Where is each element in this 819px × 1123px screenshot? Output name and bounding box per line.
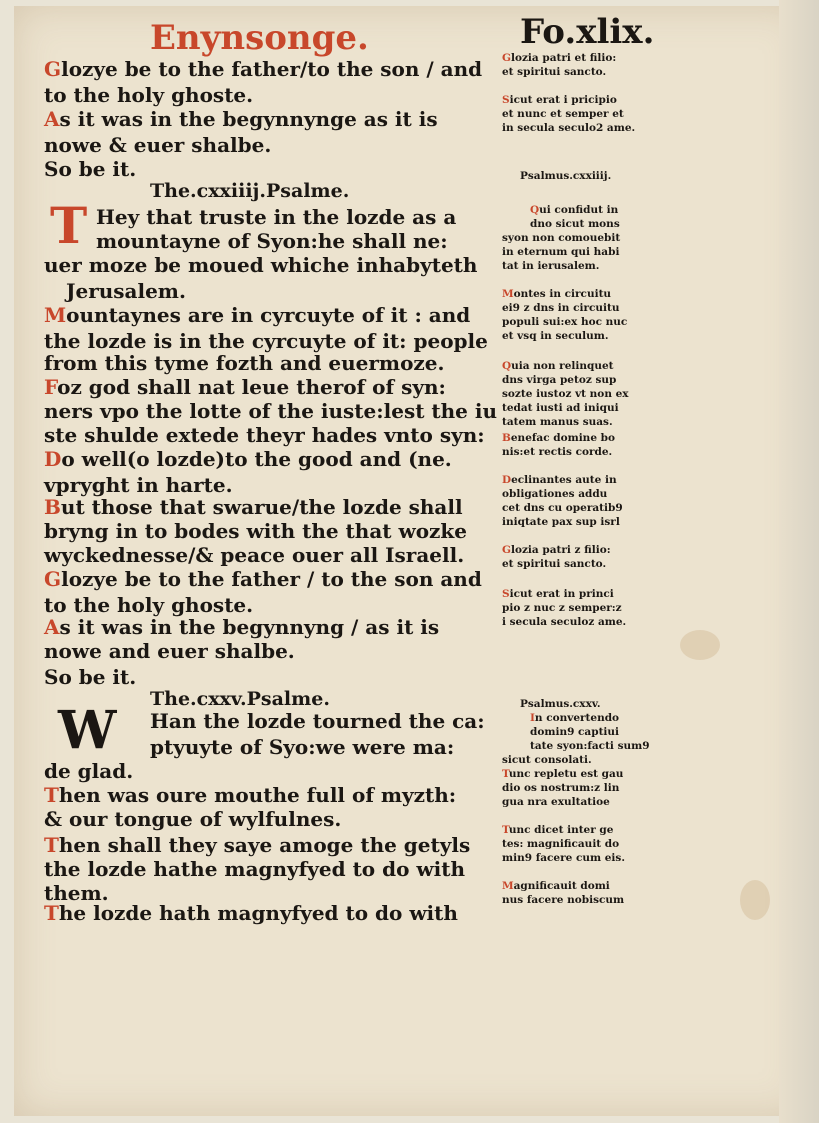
psalm-heading [520, 170, 611, 182]
line-text: o well(o lozde)to the good and (ne. [61, 447, 452, 471]
text-line [44, 376, 446, 398]
line-text: The.cxxiiij.Psalme. [150, 180, 350, 202]
paper-stain [680, 630, 720, 660]
rubric-initial: I [530, 712, 535, 724]
text-line [502, 754, 592, 766]
rubric-initial: G [44, 57, 62, 81]
rubric-initial: T [44, 901, 59, 925]
page-edge [779, 0, 819, 1123]
text-line [502, 474, 617, 486]
line-text: oz god shall nat leue therof of syn: [57, 375, 446, 399]
text-line [502, 782, 619, 794]
text-line [502, 602, 622, 614]
text-line [44, 352, 444, 374]
line-text: nis:et rectis corde. [502, 446, 613, 458]
text-line [44, 158, 136, 180]
text-line [502, 388, 629, 400]
text-line [44, 520, 467, 542]
rubric-initial: A [44, 107, 60, 131]
line-text: ptyuyte of Syo:we were ma: [150, 735, 455, 759]
line-text: the lozde hathe magnyfyed to do with [44, 857, 465, 881]
line-text: tat in ierusalem. [502, 260, 600, 272]
text-line [502, 838, 619, 850]
line-text: sicut consolati. [502, 754, 592, 766]
line-text: Hey that truste in the lozde as a [96, 205, 457, 229]
line-text: iniqtate pax sup isrl [502, 516, 620, 528]
text-line [44, 58, 482, 80]
text-line [44, 594, 253, 616]
line-text: the lozde is in the cyrcuyte of it: people [44, 329, 488, 353]
text-line [502, 488, 607, 500]
text-line [502, 316, 627, 328]
text-line [502, 432, 615, 444]
line-text: populi sui:ex hoc nuc [502, 316, 628, 328]
line-text: he lozde hath magnyfyed to do with [58, 901, 458, 925]
rubric-initial: S [502, 588, 510, 600]
line-text: pio z nuc z semper:z [502, 602, 622, 614]
rubric-initial: D [502, 474, 512, 486]
line-text: ut those that swarue/the lozde shall [60, 495, 463, 519]
text-line [530, 218, 620, 230]
text-line [502, 894, 624, 906]
line-text: vpryght in harte. [44, 473, 233, 497]
text-line [44, 496, 463, 518]
line-text: agnificauit domi [513, 880, 610, 892]
rubric-initial: Q [530, 204, 540, 216]
rubric-initial: M [502, 288, 514, 300]
line-text: eclinantes aute in [511, 474, 617, 486]
text-line [150, 736, 454, 758]
rubric-initial: D [44, 447, 62, 471]
text-line [44, 424, 485, 446]
text-line [502, 544, 611, 556]
line-text: ei9 z dns in circuitu [502, 302, 620, 314]
rubric-initial: F [44, 375, 58, 399]
line-text: unc dicet inter ge [508, 824, 614, 836]
rubric-initial: T [502, 768, 509, 780]
text-line [502, 616, 626, 628]
line-text: nowe & euer shalbe. [44, 133, 272, 157]
line-text: ners vpo the lotte of the iuste:lest the iu [44, 399, 498, 423]
rubric-initial: T [44, 833, 59, 857]
psalm-heading [150, 180, 349, 202]
line-text: ste shulde extede theyr hades vnto syn: [44, 423, 485, 447]
line-text: So be it. [44, 157, 137, 181]
rubric-initial: G [502, 52, 511, 64]
line-text: s it was in the begynnyng / as it is [59, 615, 440, 639]
line-text: i secula seculoz ame. [502, 616, 627, 628]
text-line [44, 108, 438, 130]
text-line [96, 230, 448, 252]
rubric-initial: A [44, 615, 60, 639]
line-text: lozia patri z filio: [510, 544, 611, 556]
rubric-initial: Q [502, 360, 512, 372]
line-text: lozye be to the father / to the son and [61, 567, 482, 591]
line-text: et spiritui sancto. [502, 66, 607, 78]
text-line [502, 360, 614, 372]
text-line [44, 304, 470, 326]
line-text: from this tyme fozth and euermoze. [44, 351, 445, 375]
text-line [502, 502, 623, 514]
line-text: bryng in to bodes with the that wozke [44, 519, 467, 543]
line-text: nus facere nobiscum [502, 894, 625, 906]
text-line [44, 254, 477, 276]
text-line [44, 544, 464, 566]
line-text: in eternum qui habi [502, 246, 620, 258]
text-line [502, 94, 617, 106]
text-line [502, 446, 612, 458]
text-line [44, 808, 341, 830]
line-text: min9 facere cum eis. [502, 852, 625, 864]
rubric-initial: G [502, 544, 511, 556]
text-line [44, 902, 458, 924]
text-line [44, 616, 439, 638]
line-text: icut erat in princi [509, 588, 614, 600]
text-line [502, 374, 616, 386]
text-line [502, 880, 610, 892]
text-line [502, 852, 625, 864]
text-line [530, 740, 650, 752]
line-text: hen was oure mouthe full of myzth: [58, 783, 457, 807]
line-text: Psalmus.cxxv. [520, 698, 601, 710]
line-text: Psalmus.cxxiiij. [520, 170, 612, 182]
text-line [44, 448, 452, 470]
line-text: enefac domine bo [510, 432, 615, 444]
text-line [502, 288, 611, 300]
running-head: Enynsonge. [150, 18, 369, 58]
line-text: lozye be to the father/to the son / and [61, 57, 483, 81]
line-text: n convertendo [534, 712, 620, 724]
text-line [502, 416, 613, 428]
line-text: tes: magnificauit do [502, 838, 620, 850]
line-text: dno sicut mons [530, 218, 620, 230]
text-line [44, 858, 465, 880]
text-line [502, 516, 620, 528]
line-text: sozte iustoz vt non ex [502, 388, 629, 400]
text-line [502, 108, 624, 120]
line-text: syon non comouebit [502, 232, 621, 244]
line-text: Jerusalem. [66, 279, 186, 303]
paper-stain [740, 880, 770, 920]
rubric-initial: G [44, 567, 62, 591]
text-line [530, 712, 619, 724]
line-text: in secula seculo2 ame. [502, 122, 636, 134]
line-text: s it was in the begynnynge as it is [59, 107, 438, 131]
line-text: Han the lozde tourned the ca: [150, 709, 485, 733]
text-line [502, 122, 635, 134]
line-text: et nunc et semper et [502, 108, 624, 120]
line-text: nowe and euer shalbe. [44, 639, 295, 663]
text-line [44, 666, 136, 688]
text-line [502, 824, 613, 836]
psalm-heading [520, 698, 601, 710]
text-line [44, 330, 488, 352]
rubric-initial: T [502, 824, 509, 836]
line-text: uer moze be moued whiche inhabyteth [44, 253, 478, 277]
text-line [44, 400, 497, 422]
line-text: icut erat i pricipio [509, 94, 617, 106]
text-line [502, 260, 599, 272]
line-text: tate syon:facti sum9 [530, 740, 650, 752]
rubric-initial: S [502, 94, 510, 106]
text-line [150, 710, 485, 732]
line-text: obligationes addu [502, 488, 608, 500]
line-text: & our tongue of wylfulnes. [44, 807, 342, 831]
decorated-initial: T [50, 196, 88, 255]
line-text: unc repletu est gau [508, 768, 624, 780]
text-line [502, 796, 610, 808]
text-line [96, 206, 456, 228]
line-text: lozia patri et filio: [510, 52, 617, 64]
text-line [502, 768, 623, 780]
rubric-initial: M [502, 880, 514, 892]
text-line [44, 134, 271, 156]
line-text: wyckednesse/& peace ouer all Israell. [44, 543, 465, 567]
line-text: The.cxxv.Psalme. [150, 688, 330, 710]
line-text: tatem manus suas. [502, 416, 613, 428]
text-line [502, 232, 620, 244]
text-line [44, 474, 233, 496]
line-text: to the holy ghoste. [44, 593, 254, 617]
line-text: ui confidut in [539, 204, 619, 216]
rubric-initial: M [44, 303, 67, 327]
text-line [502, 402, 619, 414]
text-line [44, 640, 295, 662]
text-line [502, 302, 619, 314]
text-line [44, 834, 470, 856]
line-text: to the holy ghoste. [44, 83, 254, 107]
line-text: dio os nostrum:z lin [502, 782, 620, 794]
text-line [44, 760, 133, 782]
text-line [44, 784, 456, 806]
rubric-initial: B [44, 495, 61, 519]
line-text: mountayne of Syon:he shall ne: [96, 229, 448, 253]
line-text: So be it. [44, 665, 137, 689]
text-line [44, 84, 253, 106]
line-text: de glad. [44, 759, 134, 783]
line-text: ontes in circuitu [513, 288, 612, 300]
text-line [502, 330, 608, 342]
text-line [502, 66, 606, 78]
text-line [502, 588, 614, 600]
text-line [502, 52, 616, 64]
line-text: et spiritui sancto. [502, 558, 607, 570]
line-text: gua nra exultatioe [502, 796, 610, 808]
line-text: cet dns cu operatib9 [502, 502, 623, 514]
line-text: them. [44, 881, 109, 905]
line-text: ountaynes are in cyrcuyte of it : and [66, 303, 471, 327]
text-line [502, 558, 606, 570]
text-line [44, 568, 482, 590]
rubric-initial: T [44, 783, 59, 807]
line-text: uia non relinquet [511, 360, 614, 372]
decorated-initial: W [58, 700, 117, 761]
text-line [530, 726, 619, 738]
line-text: domin9 captiui [530, 726, 620, 738]
line-text: dns virga petoz sup [502, 374, 617, 386]
line-text: et vsq in seculum. [502, 330, 609, 342]
line-text: tedat iusti ad iniqui [502, 402, 619, 414]
text-line [502, 246, 619, 258]
rubric-initial: B [502, 432, 511, 444]
psalm-heading [150, 688, 330, 710]
text-line [530, 204, 618, 216]
text-line [66, 280, 186, 302]
folio-number: Fo.xlix. [520, 12, 655, 52]
line-text: hen shall they saye amoge the getyls [58, 833, 471, 857]
